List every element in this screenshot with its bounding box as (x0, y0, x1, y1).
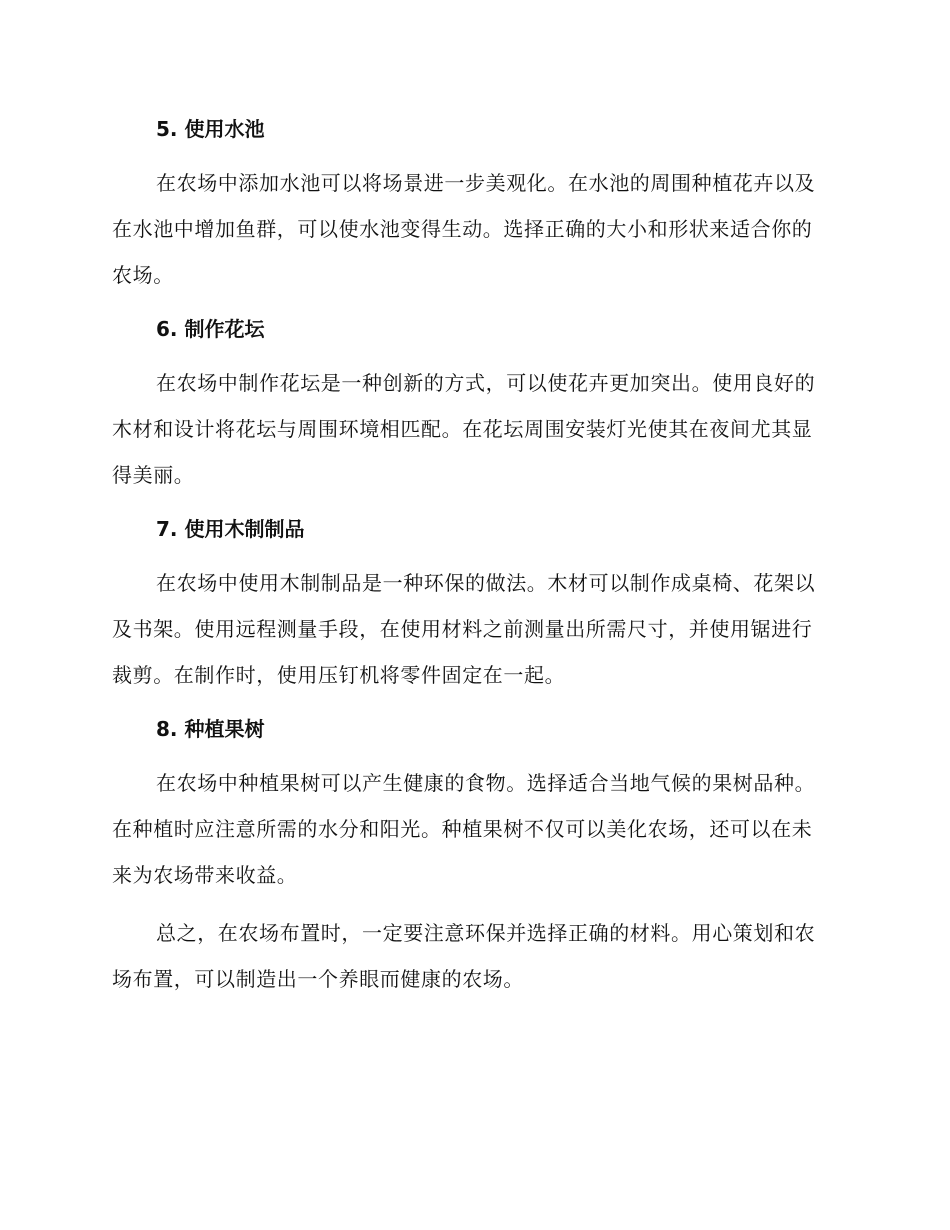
section-body-8: 在农场中种植果树可以产生健康的食物。选择适合当地气候的果树品种。在种植时应注意所需的水分和阳光。种植果树不仅可以美化农场，还可以在未来为农场带来收益。 (112, 771, 816, 887)
section-heading-5: 5. 使用水池 (156, 117, 265, 141)
section-body-7: 在农场中使用木制制品是一种环保的做法。木材可以制作成桌椅、花架以及书架。使用远程测量手段，在使用材料之前测量出所需尺寸，并使用锯进行裁剪。在制作时，使用压钉机将零件固定在一起。 (112, 571, 816, 687)
conclusion-paragraph: 总之，在农场布置时，一定要注意环保并选择正确的材料。用心策划和农场布置，可以制造出一个养眼而健康的农场。 (112, 921, 816, 991)
section-heading-6: 6. 制作花坛 (156, 317, 265, 341)
section-heading-8: 8. 种植果树 (156, 717, 265, 741)
document-page (112, 110, 832, 1002)
section-body-5: 在农场中添加水池可以将场景进一步美观化。在水池的周围种植花卉以及在水池中增加鱼群，可以使水池变得生动。选择正确的大小和形状来适合你的农场。 (112, 171, 816, 287)
section-heading-7: 7. 使用木制制品 (156, 517, 305, 541)
section-body-6: 在农场中制作花坛是一种创新的方式，可以使花卉更加突出。使用良好的木材和设计将花坛与周围环境相匹配。在花坛周围安装灯光使其在夜间尤其显得美丽。 (112, 371, 816, 487)
